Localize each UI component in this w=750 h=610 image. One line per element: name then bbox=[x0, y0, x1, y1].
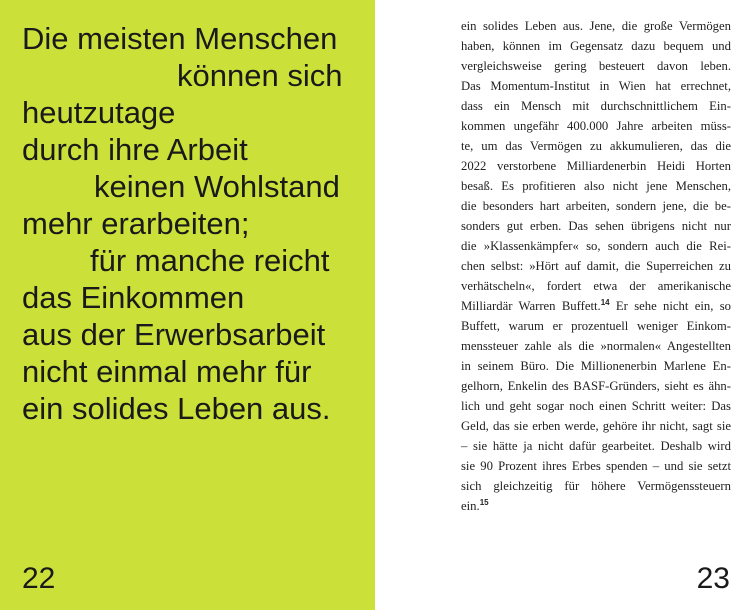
quote-line: ein solides Leben aus. bbox=[22, 391, 331, 426]
quote-line: heutzutage bbox=[22, 95, 176, 130]
body-line: Geld, das sie erben werde, gehöre ihr nicht, sagt sie bbox=[461, 419, 731, 433]
body-line: sich gleichzeitig für höhere Vermögenssteuern bbox=[461, 479, 731, 493]
footnote-marker: 14 bbox=[600, 298, 610, 307]
body-line-text: Milliardär Warren Buffett. bbox=[461, 299, 601, 313]
body-line: ein solides Leben aus. Jene, die große Vermögen bbox=[461, 19, 731, 33]
body-line: haben, können im Gegensatz dazu bequem und bbox=[461, 39, 731, 53]
body-line: gelhorn, Enkelin des BASF-Gründers, sieht es ähn- bbox=[461, 379, 731, 393]
footnote-marker: 15 bbox=[479, 498, 489, 507]
body-line: dass ein Mensch mit durchschnittlichem Ein- bbox=[461, 99, 731, 113]
page-number-right: 23 bbox=[696, 562, 730, 595]
body-line-with-footnote bbox=[461, 296, 731, 316]
quote-line: mehr erarbeiten; bbox=[22, 206, 250, 241]
quote-line: Die meisten Menschen bbox=[22, 21, 338, 56]
body-line-text: Er sehe nicht ein, so bbox=[609, 299, 731, 313]
body-line: te, um das Vermögen zu akkumulieren, das die bbox=[461, 139, 731, 153]
pull-quote bbox=[22, 20, 362, 427]
body-text bbox=[461, 16, 731, 516]
body-line: die besonders hart arbeiten, sondern jene, die be- bbox=[461, 199, 731, 213]
body-line: kommen ungefähr 400.000 Jahre arbeiten müss- bbox=[461, 119, 731, 133]
body-line: in seinem Büro. Die Millionenerbin Marlene En- bbox=[461, 359, 731, 373]
body-line: besaß. Es profitieren also nicht jene Menschen, bbox=[461, 179, 731, 193]
body-line: sie 90 Prozent ihres Erbes spenden – und sie setzt bbox=[461, 459, 731, 473]
quote-line: keinen Wohlstand bbox=[94, 169, 340, 204]
body-line-with-footnote bbox=[461, 496, 731, 516]
body-line: – sie hätte ja nicht dafür gearbeitet. Deshalb wird bbox=[461, 439, 731, 453]
quote-line: für manche reicht bbox=[90, 243, 330, 278]
body-line: Buffett, warum er prozentuell weniger Einkom- bbox=[461, 319, 731, 333]
body-line-text: ein. bbox=[461, 499, 480, 513]
quote-line: nicht einmal mehr für bbox=[22, 354, 312, 389]
body-line: vergleichsweise gering besteuert davon leben. bbox=[461, 59, 731, 73]
quote-line: das Einkommen bbox=[22, 280, 245, 315]
body-line: sonders gut erben. Das sehen übrigens nicht nur bbox=[461, 219, 731, 233]
page-number-left: 22 bbox=[22, 562, 56, 595]
body-line: verhätscheln«, fordert etwa der amerikanische bbox=[461, 279, 731, 293]
right-page bbox=[375, 0, 750, 610]
body-line: lich und geht sogar noch einen Schritt weiter: Das bbox=[461, 399, 731, 413]
body-line: Das Momentum-Institut in Wien hat errechnet, bbox=[461, 79, 731, 93]
quote-line: durch ihre Arbeit bbox=[22, 132, 248, 167]
quote-line: aus der Erwerbsarbeit bbox=[22, 317, 326, 352]
quote-line: können sich bbox=[177, 58, 343, 93]
body-line: 2022 verstorbene Milliardenerbin Heidi Horten bbox=[461, 159, 731, 173]
body-line: chen selbst: »Hört auf damit, die Superreichen zu bbox=[461, 259, 731, 273]
body-line: menssteuer zahle als die »normalen« Angestellten bbox=[461, 339, 731, 353]
body-line: die »Klassenkämpfer« so, sondern auch die Rei- bbox=[461, 239, 731, 253]
